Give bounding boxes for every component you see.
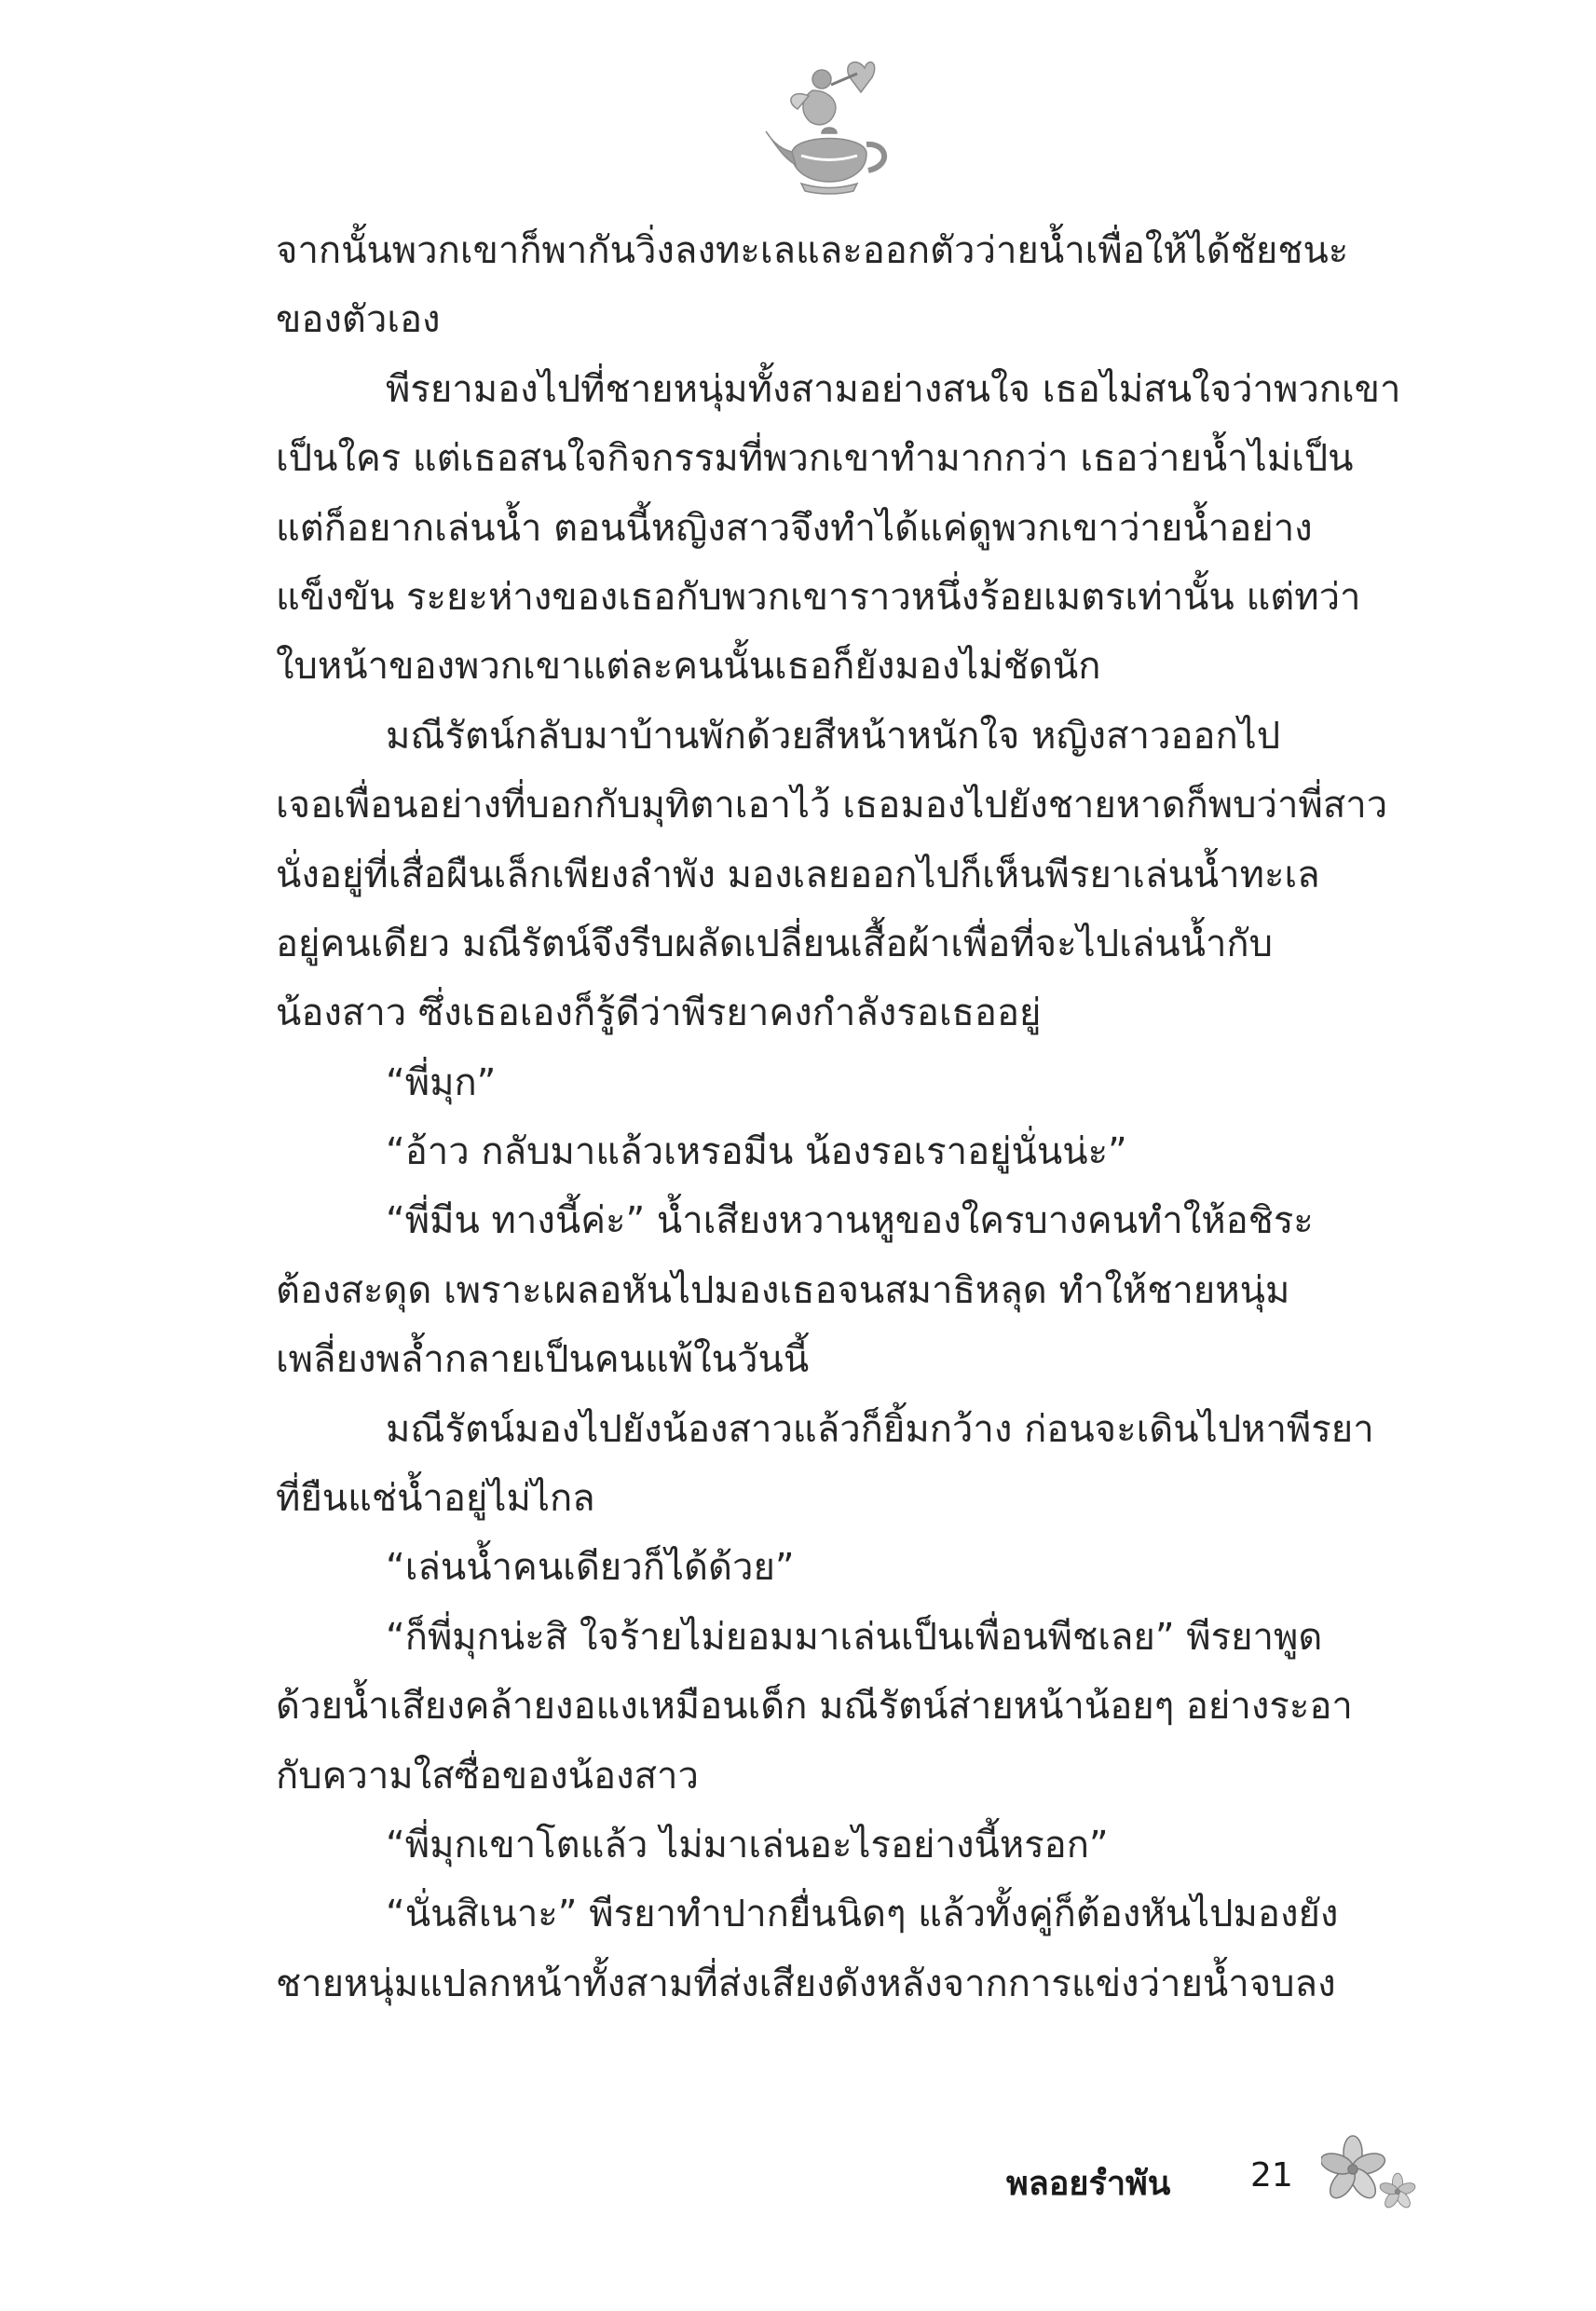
text-line: จากนั้นพวกเขาก็พากันวิ่งลงทะเลและออกตัวว่ายน้ำเพื่อให้ได้ชัยชนะ (276, 229, 1349, 272)
teapot-cupid-ornament-icon (764, 51, 904, 210)
text-line: เป็นใคร แต่เธอสนใจกิจกรรมที่พวกเขาทำมากกว่า เธอว่ายน้ำไม่เป็น (276, 437, 1354, 481)
text-line: ชายหนุ่มแปลกหน้าทั้งสามที่ส่งเสียงดังหลังจากการแข่งว่ายน้ำจบลง (276, 1962, 1336, 2005)
text-line: ที่ยืนแช่น้ำอยู่ไม่ไกล (276, 1477, 595, 1521)
text-line: ของตัวเอง (276, 298, 441, 342)
text-line: มณีรัตน์มองไปยังน้องสาวแล้วก็ยิ้มกว้าง ก่อนจะเดินไปหาพีรยา (386, 1407, 1374, 1451)
text-line: “อ้าว กลับมาแล้วเหรอมีน น้องรอเราอยู่นั่นน่ะ” (386, 1130, 1127, 1174)
text-line: พีรยามองไปที่ชายหนุ่มทั้งสามอย่างสนใจ เธอไม่สนใจว่าพวกเขา (386, 367, 1401, 411)
text-line: “นั่นสิเนาะ” พีรยาทำปากยื่นนิดๆ แล้วทั้งคู่ก็ต้องหันไปมองยัง (386, 1893, 1339, 1936)
text-line: “ก็พี่มุกน่ะสิ ใจร้ายไม่ยอมมาเล่นเป็นเพื่อนพีชเลย” พีรยาพูด (386, 1615, 1323, 1659)
text-line: น้องสาว ซึ่งเธอเองก็รู้ดีว่าพีรยาคงกำลังรอเธออยู่ (276, 991, 1042, 1035)
text-line: เพลี่ยงพล้ำกลายเป็นคนแพ้ในวันนี้ (276, 1338, 810, 1382)
text-line: “พี่มุกเขาโตแล้ว ไม่มาเล่นอะไรอย่างนี้หรอก” (386, 1823, 1109, 1867)
text-line: ต้องสะดุด เพราะเผลอหันไปมองเธอจนสมาธิหลุด ทำให้ชายหนุ่ม (276, 1268, 1290, 1312)
text-line: “พี่มีน ทางนี้ค่ะ” น้ำเสียงหวานหูของใครบางคนทำให้อชิระ (386, 1199, 1314, 1243)
page-number: 21 (1250, 2156, 1293, 2195)
text-line: เจอเพื่อนอย่างที่บอกกับมุทิตาเอาไว้ เธอมองไปยังชายหาดก็พบว่าพี่สาว (276, 784, 1388, 827)
text-line: กับความใสซื่อของน้องสาว (276, 1754, 699, 1798)
body-text (276, 216, 1416, 2018)
text-line: มณีรัตน์กลับมาบ้านพักด้วยสีหน้าหนักใจ หญิงสาวออกไป (386, 714, 1281, 758)
text-line: นั่งอยู่ที่เสื่อผืนเล็กเพียงลำพัง มองเลยออกไปก็เห็นพีรยาเล่นน้ำทะเล (276, 853, 1320, 896)
text-line: “พี่มุก” (386, 1060, 497, 1104)
text-line: แข็งขัน ระยะห่างของเธอกับพวกเขาราวหนึ่งร้อยเมตรเท่านั้น แต่ทว่า (276, 575, 1361, 619)
flower-icon (1321, 2132, 1424, 2216)
text-line: อยู่คนเดียว มณีรัตน์จึงรีบผลัดเปลี่ยนเสื้อผ้าเพื่อที่จะไปเล่นน้ำกับ (276, 922, 1274, 965)
text-line: ใบหน้าของพวกเขาแต่ละคนนั้นเธอก็ยังมองไม่ชัดนัก (276, 645, 1101, 689)
book-title: พลอยรำพัน (1006, 2165, 1171, 2203)
text-line: ด้วยน้ำเสียงคล้ายงอแงเหมือนเด็ก มณีรัตน์ส่ายหน้าน้อยๆ อย่างระอา (276, 1685, 1353, 1729)
text-line: “เล่นน้ำคนเดียวก็ได้ด้วย” (386, 1546, 795, 1590)
text-line: แต่ก็อยากเล่นน้ำ ตอนนี้หญิงสาวจึงทำได้แค่ดูพวกเขาว่ายน้ำอย่าง (276, 506, 1313, 550)
